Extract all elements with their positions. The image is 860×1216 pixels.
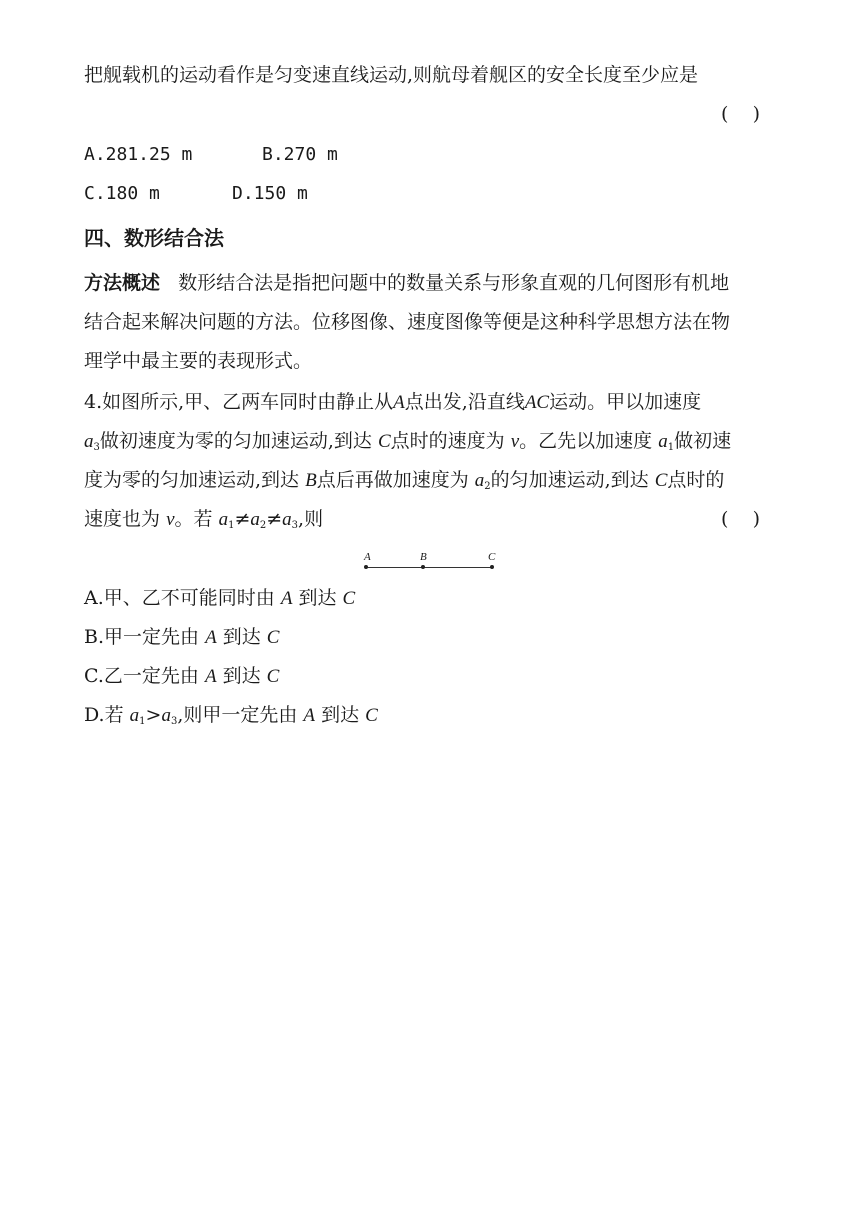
figure-label-c: C [488,551,496,563]
figure-label-a: A [364,551,371,563]
prev-option-c: C.180 m [84,183,160,204]
var-v: v [510,431,520,452]
figure-point-c [490,565,494,569]
q4-option-b [84,624,279,651]
overview-line-3: 理学中最主要的表现形式。 [84,350,313,372]
var-a: a [474,470,485,491]
q4-answer-paren: ( ) [721,508,760,530]
q4-text: 度为零的匀加速运动,到达 [84,469,300,491]
point-a: A [205,627,217,648]
figure-point-a [364,565,368,569]
point-c: C [266,666,280,687]
subscript: 1 [139,716,146,727]
var-a: a [84,431,94,452]
q4-line-2 [84,428,731,461]
q4-line-3 [84,467,724,500]
option-text: C.乙一定先由 [84,665,199,687]
option-text: B.甲一定先由 [84,626,200,648]
option-text: 到达 [321,704,360,726]
q4-text: 。乙先以加速度 [519,430,653,452]
subscript: 2 [259,520,267,531]
subscript: 3 [170,716,178,727]
overview-label: 方法概述 [84,272,161,294]
subscript: 1 [228,520,235,531]
subscript: 3 [291,520,299,531]
option-text: 到达 [222,626,261,648]
q4-text: 4.如图所示,甲、乙两车同时由静止从 [84,391,394,413]
point-a: A [303,705,316,726]
var-v: v [166,509,175,530]
overview-line-1 [84,270,729,296]
overview-line-2: 结合起来解决问题的方法。位移图像、速度图像等便是这种科学思想方法在物 [84,311,731,333]
point-a: A [280,588,293,609]
prev-option-a: A.281.25 m [84,144,193,165]
point-c: C [654,470,668,491]
line-figure [360,551,500,573]
q4-text: 做初速度为零的匀加速运动,到达 [99,430,372,452]
q4-line-1 [84,389,701,416]
point-b: B [305,470,317,491]
q4-text: 做初速 [674,430,732,452]
option-text: 到达 [298,587,337,609]
q4-text: 速度也为 [84,508,161,530]
var-a: a [658,431,668,452]
var-a: a [218,509,229,530]
q4-text: 运动。甲以加速度 [549,391,702,413]
prev-stem-text: 把舰载机的运动看作是匀变速直线运动,则航母着舰区的安全长度至少应是 [84,64,699,86]
prev-question-stem [84,62,698,88]
neq-sign: ≠ [266,508,283,530]
var-a: a [282,509,292,530]
q4-line-4 [84,506,323,539]
overview-text-1: 数形结合法是指把问题中的数量关系与形象直观的几何图形有机地 [178,272,730,294]
option-text: 到达 [222,665,261,687]
q4-option-c [84,663,279,690]
section-title: 四、数形结合法 [84,226,224,250]
gt-sign: > [145,704,162,726]
q4-text: 点后再做加速度为 [316,469,469,491]
figure-label-b: B [420,551,427,563]
q4-option-d [84,702,378,735]
prev-option-d: D.150 m [232,183,308,204]
point-c: C [342,588,356,609]
subscript: 1 [667,442,675,453]
q4-text: 点时的 [667,469,725,491]
option-text: ,则甲一定先由 [177,704,298,726]
segment-ac: AC [524,392,550,413]
subscript: 2 [484,481,491,492]
q4-text: 点出发,沿直线 [404,391,525,413]
point-a: A [204,666,217,687]
var-a: a [250,509,260,530]
prev-answer-paren: ( ) [721,103,760,125]
option-text: A.甲、乙不可能同时由 [84,587,275,609]
q4-text: 的匀加速运动,到达 [490,469,649,491]
var-a: a [161,705,171,726]
point-c: C [266,627,280,648]
point-c: C [365,705,378,726]
point-c: C [377,431,391,452]
var-a: a [129,705,140,726]
subscript: 3 [93,442,100,453]
figure-segment [365,567,493,568]
figure-point-b [421,565,425,569]
q4-text: 点时的速度为 [390,430,505,452]
prev-option-b: B.270 m [262,144,338,165]
q4-option-a [84,585,355,612]
option-text: D.若 [84,704,124,726]
point-a: A [393,392,405,413]
q4-text: 。若 [174,508,213,530]
q4-text: ,则 [298,508,324,530]
neq-sign: ≠ [234,508,251,530]
